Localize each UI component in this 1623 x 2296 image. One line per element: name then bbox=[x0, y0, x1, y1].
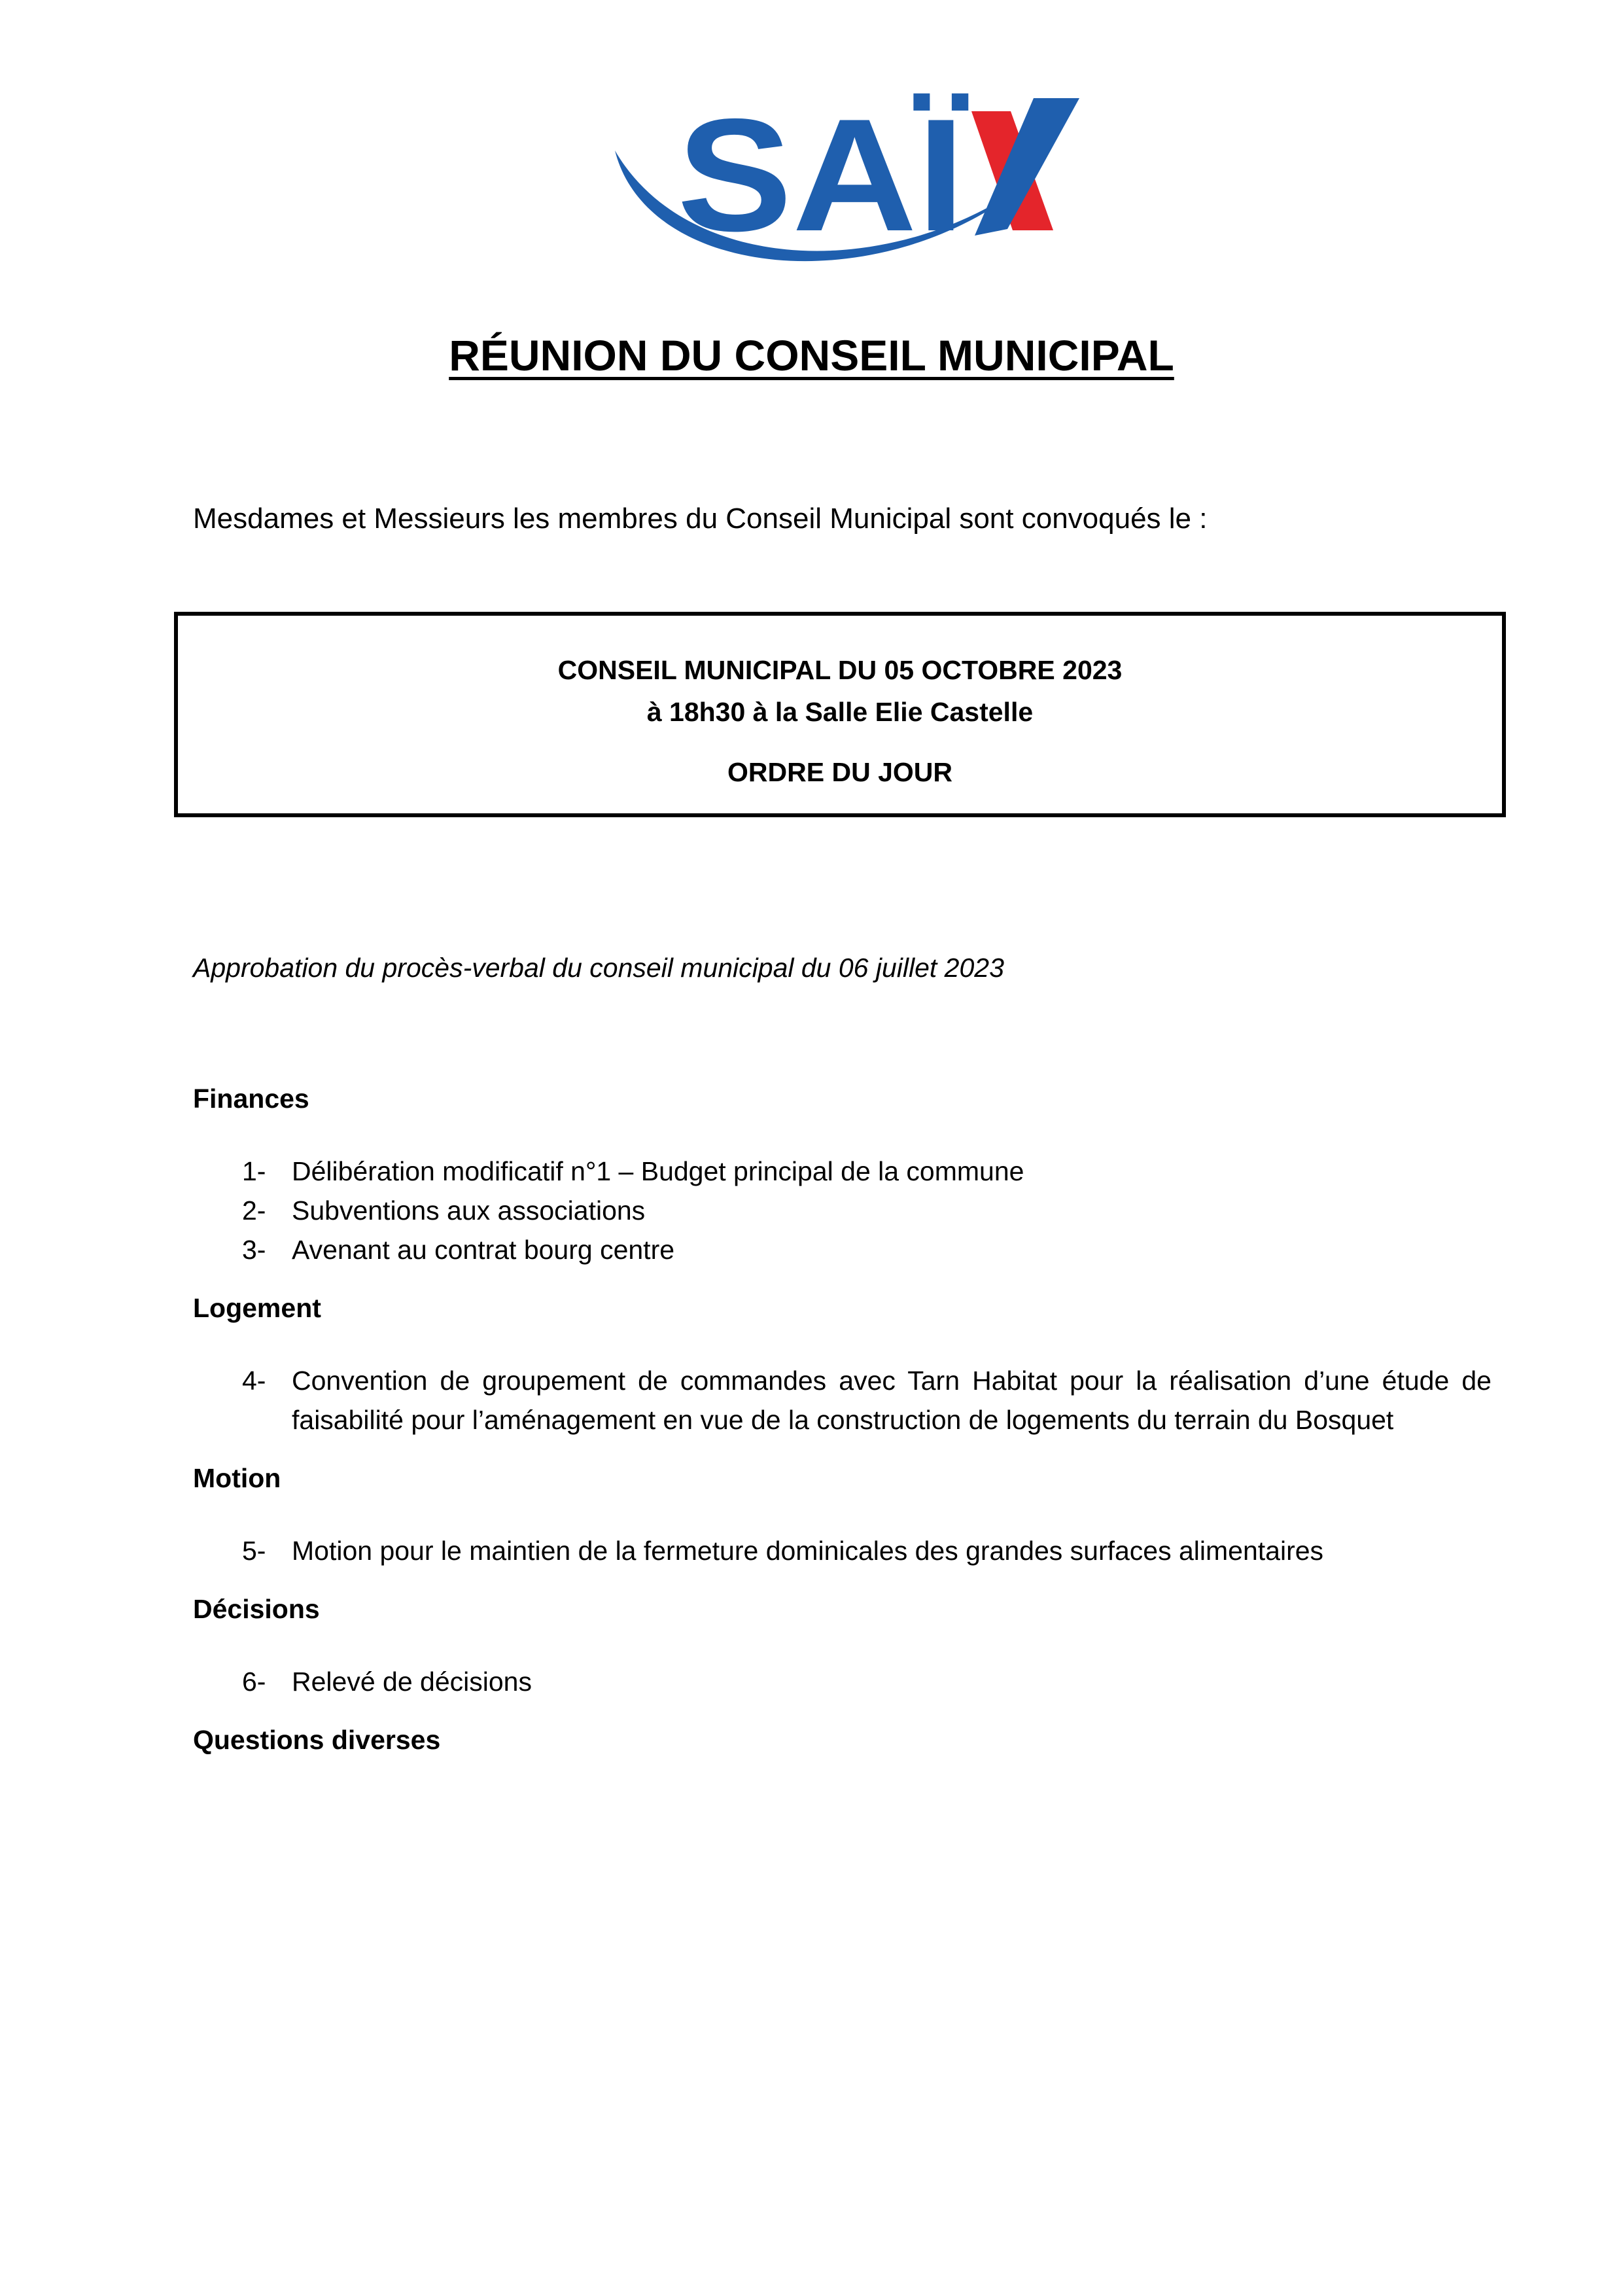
item-number: 4- bbox=[242, 1366, 266, 1396]
intro-text: Mesdames et Messieurs les membres du Conseil Municipal sont convoqués le : bbox=[193, 503, 1208, 535]
section-heading-finances: Finances bbox=[193, 1084, 309, 1114]
item-number: 6- bbox=[242, 1667, 266, 1697]
saix-logo bbox=[608, 85, 1079, 301]
meeting-time-place: à 18h30 à la Salle Elie Castelle bbox=[646, 697, 1034, 727]
section-heading-logement: Logement bbox=[193, 1293, 321, 1323]
section-heading-questions-diverses: Questions diverses bbox=[193, 1725, 441, 1755]
logo-text: SAÏ bbox=[677, 85, 969, 264]
item-number: 5- bbox=[242, 1536, 266, 1566]
item-number: 2- bbox=[242, 1195, 266, 1226]
list-item bbox=[242, 1152, 1492, 1191]
section-heading-motion: Motion bbox=[193, 1463, 281, 1493]
item-text: Avenant au contrat bourg centre bbox=[292, 1235, 675, 1265]
item-number: 3- bbox=[242, 1235, 266, 1265]
item-text: Subventions aux associations bbox=[292, 1195, 646, 1226]
convocation-box bbox=[174, 612, 1506, 817]
list-item bbox=[242, 1531, 1492, 1570]
list-item bbox=[242, 1662, 1492, 1701]
approval-text: Approbation du procès-verbal du conseil municipal du 06 juillet 2023 bbox=[193, 953, 1004, 983]
item-text: Relevé de décisions bbox=[292, 1667, 532, 1697]
item-number: 1- bbox=[242, 1156, 266, 1186]
list-item bbox=[242, 1230, 1492, 1269]
meeting-date: CONSEIL MUNICIPAL DU 05 OCTOBRE 2023 bbox=[557, 655, 1123, 685]
agenda-heading: ORDRE DU JOUR bbox=[727, 757, 952, 787]
item-text: Convention de groupement de commandes avec Tarn Habitat pour la réalisation d’une étude de faisabilité pour l’aménagement en vue de la construction de logements du terrain du Bosquet bbox=[292, 1366, 1492, 1435]
item-text: Délibération modificatif n°1 – Budget principal de la commune bbox=[292, 1156, 1024, 1186]
logo-x-mark bbox=[971, 98, 1079, 236]
section-heading-decisions: Décisions bbox=[193, 1594, 320, 1624]
page-title: RÉUNION DU CONSEIL MUNICIPAL bbox=[449, 331, 1174, 380]
item-text: Motion pour le maintien de la fermeture dominicales des grandes surfaces alimentaires bbox=[292, 1536, 1324, 1566]
list-item bbox=[242, 1191, 1492, 1230]
list-item bbox=[242, 1361, 1492, 1439]
